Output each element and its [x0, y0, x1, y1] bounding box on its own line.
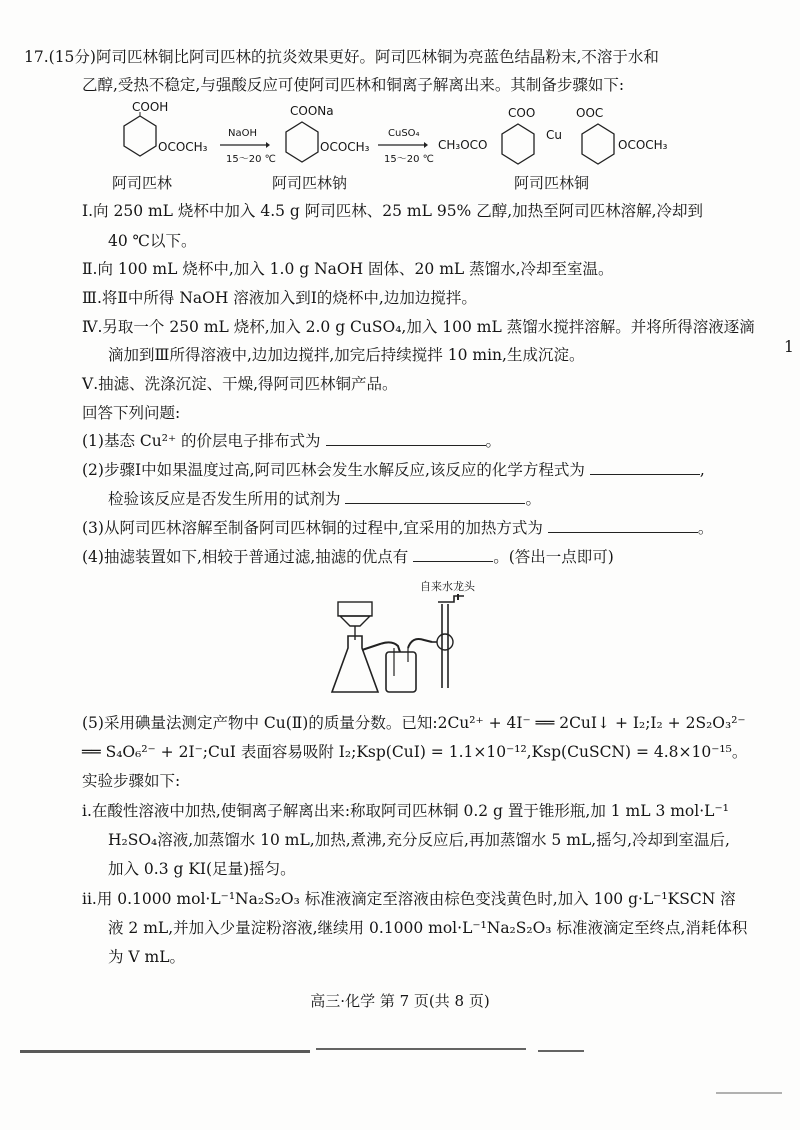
question-2-line-2: 检验该反应是否发生所用的试剂为 。: [108, 490, 541, 508]
step-4-line-1: Ⅳ.另取一个 250 mL 烧杯,加入 2.0 g CuSO₄,加入 100 mL 蒸馏水搅拌溶解。并将所得溶液逐滴: [82, 318, 755, 336]
experiment-step-i-line-3: 加入 0.3 g KI(足量)摇匀。: [108, 860, 296, 878]
step-4-line-2: 滴加到Ⅲ所得溶液中,边加边搅拌,加完后持续搅拌 10 min,生成沉淀。: [108, 346, 585, 364]
copper-center-label: Cu: [546, 128, 562, 142]
answer-blank-2a[interactable]: [590, 460, 700, 475]
sodium-carboxylate-label: COONa: [290, 104, 334, 118]
question-2-line-1: (2)步骤Ⅰ中如果温度过高,阿司匹林会发生水解反应,该反应的化学方程式为 ,: [82, 461, 705, 479]
tap-label: 自来水龙头: [420, 580, 475, 593]
step-1-line-1: Ⅰ.向 250 mL 烧杯中加入 4.5 g 阿司匹林、25 mL 95% 乙醇,加热至阿司匹林溶解,冷却到: [82, 202, 704, 220]
page-footer: 高三·化学 第 7 页(共 8 页): [310, 992, 490, 1010]
scan-line-1: [20, 1050, 310, 1053]
experiment-step-i-line-2: H₂SO₄溶液,加蒸馏水 10 mL,加热,煮沸,充分反应后,再加蒸馏水 5 mL,摇匀,冷却到室温后,: [108, 831, 730, 849]
benzene-ring-aspirin-icon: [120, 112, 160, 160]
sodium-ester-label: OCOCH₃: [320, 140, 370, 154]
question-1-text: (1)基态 Cu²⁺ 的价层电子排布式为: [82, 432, 321, 450]
benzene-ring-sodium-icon: [282, 118, 322, 166]
suction-filtration-apparatus-icon: [320, 592, 480, 702]
experiment-step-i-line-1: i.在酸性溶液中加热,使铜离子解离出来:称取阿司匹林铜 0.2 g 置于锥形瓶,加 1 mL 3 mol·L⁻¹: [82, 802, 729, 820]
question-1: (1)基态 Cu²⁺ 的价层电子排布式为 。: [82, 432, 502, 450]
question-5-line-2: ══ S₄O₆²⁻ + 2I⁻;CuI 表面容易吸附 I₂;Ksp(CuI) = 1.1×10⁻¹²,Ksp(CuSCN) = 4.8×10⁻¹⁵。: [82, 743, 748, 761]
question-2-text: (2)步骤Ⅰ中如果温度过高,阿司匹林会发生水解反应,该反应的化学方程式为: [82, 461, 585, 479]
scan-line-4: [716, 1092, 782, 1094]
step-3: Ⅲ.将Ⅱ中所得 NaOH 溶液加入到Ⅰ的烧杯中,边加边搅拌。: [82, 289, 477, 307]
answer-blank-4[interactable]: [413, 547, 493, 562]
question-4-text: (4)抽滤装置如下,相较于普通过滤,抽滤的优点有: [82, 548, 409, 566]
benzene-ring-copper-left-icon: [498, 120, 538, 168]
experiment-step-ii-line-3: 为 V mL。: [108, 948, 186, 966]
copper-right-ester-label: OCOCH₃: [618, 138, 668, 152]
scan-line-3: [538, 1050, 584, 1052]
experiment-step-ii-line-2: 液 2 mL,并加入少量淀粉溶液,继续用 0.1000 mol·L⁻¹Na₂S₂O₃ 标准液滴定至终点,消耗体积: [108, 919, 748, 937]
arrow-1-reagent: NaOH: [228, 128, 257, 139]
question-5-line-1: (5)采用碘量法测定产物中 Cu(Ⅱ)的质量分数。已知:2Cu²⁺ + 4I⁻ ══ 2CuI↓ + I₂;I₂ + 2S₂O₃²⁻: [82, 714, 746, 732]
copper-carboxylate-left: COO: [508, 106, 536, 120]
arrow-2-reagent: CuSO₄: [388, 128, 420, 139]
answer-blank-2b[interactable]: [345, 489, 525, 504]
copper-carboxylate-right: OOC: [576, 106, 604, 120]
experiment-step-ii-line-1: ii.用 0.1000 mol·L⁻¹Na₂S₂O₃ 标准液滴定至溶液由棕色变浅黄色时,加入 100 g·L⁻¹KSCN 溶: [82, 890, 736, 908]
question-intro-line-1: 17.(15分)阿司匹林铜比阿司匹林的抗炎效果更好。阿司匹林铜为亮蓝色结晶粉末,不溶于水和: [24, 48, 659, 66]
arrow-2-condition: 15～20 ℃: [384, 154, 434, 165]
question-3-text: (3)从阿司匹林溶解至制备阿司匹林铜的过程中,宜采用的加热方式为: [82, 519, 543, 537]
question-3: (3)从阿司匹林溶解至制备阿司匹林铜的过程中,宜采用的加热方式为 。: [82, 519, 714, 537]
answer-blank-3[interactable]: [548, 518, 698, 533]
step-5: Ⅴ.抽滤、洗涤沉淀、干燥,得阿司匹林铜产品。: [82, 375, 398, 393]
reaction-arrow-1-icon: [220, 140, 270, 150]
question-2-reagent-text: 检验该反应是否发生所用的试剂为: [108, 490, 341, 508]
step-1-line-2: 40 ℃以下。: [108, 232, 197, 250]
compound-name-sodium: 阿司匹林钠: [272, 174, 348, 192]
copper-left-ester-label: CH₃OCO: [438, 138, 488, 152]
benzene-ring-copper-right-icon: [578, 120, 618, 168]
arrow-1-condition: 15～20 ℃: [226, 154, 276, 165]
scan-line-2: [316, 1048, 526, 1050]
question-4-note: 。(答出一点即可): [493, 548, 614, 566]
question-intro-line-2: 乙醇,受热不稳定,与强酸反应可使阿司匹林和铜离子解离出来。其制备步骤如下:: [82, 76, 625, 94]
compound-name-aspirin: 阿司匹林: [112, 174, 173, 192]
aspirin-carboxyl-label: COOH: [132, 100, 169, 114]
question-4: [82, 546, 614, 568]
compound-name-copper: 阿司匹林铜: [514, 174, 590, 192]
questions-intro: 回答下列问题:: [82, 404, 181, 422]
aspirin-ester-label: OCOCH₃: [158, 140, 208, 154]
margin-mark: 1: [784, 338, 794, 356]
experiment-intro: 实验步骤如下:: [82, 772, 181, 790]
reaction-arrow-2-icon: [378, 140, 428, 150]
step-2: Ⅱ.向 100 mL 烧杯中,加入 1.0 g NaOH 固体、20 mL 蒸馏水,冷却至室温。: [82, 260, 614, 278]
answer-blank-1[interactable]: [326, 431, 486, 446]
